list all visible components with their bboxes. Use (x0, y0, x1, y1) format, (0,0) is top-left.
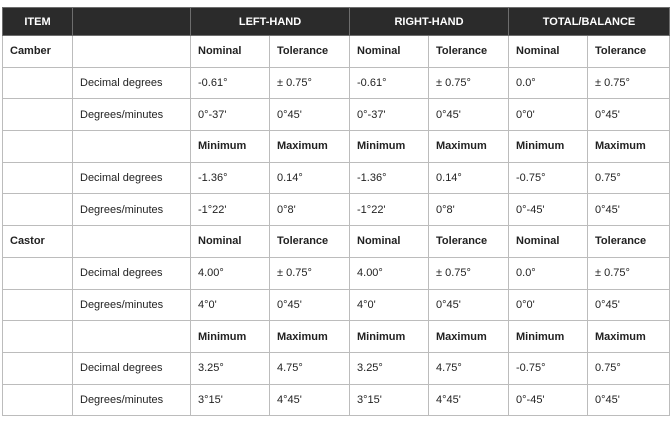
value-cell: 0°45' (588, 99, 670, 131)
value-cell: 3°15' (191, 384, 270, 416)
camber-range-dm-row (3, 194, 670, 226)
column-heading: Tolerance (270, 226, 350, 258)
row-label: Degrees/minutes (73, 384, 191, 416)
blank-cell (3, 194, 73, 226)
camber-range-header-row (3, 131, 670, 163)
row-label: Decimal degrees (73, 67, 191, 99)
value-cell: ± 0.75° (270, 67, 350, 99)
value-cell: 4°45' (429, 384, 509, 416)
row-label: Degrees/minutes (73, 289, 191, 321)
castor-range-header-row (3, 321, 670, 353)
header-left-hand: LEFT-HAND (191, 8, 350, 36)
value-cell: ± 0.75° (588, 67, 670, 99)
header-blank (73, 8, 191, 36)
blank-cell (3, 99, 73, 131)
column-heading: Nominal (350, 36, 429, 68)
value-cell: 0.75° (588, 162, 670, 194)
value-cell: 0°45' (588, 384, 670, 416)
castor-nominal-decimal-row (3, 257, 670, 289)
value-cell: -0.61° (350, 67, 429, 99)
value-cell: 0°-37' (191, 99, 270, 131)
blank-cell (73, 36, 191, 68)
value-cell: 0°45' (270, 289, 350, 321)
column-heading: Nominal (509, 226, 588, 258)
castor-nominal-header-row (3, 226, 670, 258)
value-cell: 0°-45' (509, 194, 588, 226)
blank-cell (73, 226, 191, 258)
row-label: Degrees/minutes (73, 194, 191, 226)
value-cell: 0°-37' (350, 99, 429, 131)
column-heading: Tolerance (588, 226, 670, 258)
value-cell: 0°0' (509, 99, 588, 131)
value-cell: ± 0.75° (270, 257, 350, 289)
column-heading: Maximum (429, 131, 509, 163)
value-cell: 4.00° (350, 257, 429, 289)
value-cell: 4°45' (270, 384, 350, 416)
value-cell: -0.75° (509, 162, 588, 194)
column-heading: Maximum (588, 321, 670, 353)
value-cell: ± 0.75° (429, 257, 509, 289)
column-heading: Tolerance (588, 36, 670, 68)
column-heading: Maximum (270, 321, 350, 353)
value-cell: 0.0° (509, 67, 588, 99)
column-heading: Tolerance (429, 36, 509, 68)
value-cell: -0.61° (191, 67, 270, 99)
column-heading: Minimum (509, 131, 588, 163)
column-heading: Maximum (588, 131, 670, 163)
value-cell: 0°45' (588, 194, 670, 226)
value-cell: 0°8' (429, 194, 509, 226)
value-cell: 0°8' (270, 194, 350, 226)
column-heading: Maximum (429, 321, 509, 353)
column-heading: Nominal (350, 226, 429, 258)
value-cell: 0.14° (429, 162, 509, 194)
castor-range-dm-row (3, 384, 670, 416)
value-cell: -1°22' (191, 194, 270, 226)
value-cell: 3.25° (191, 352, 270, 384)
castor-nominal-dm-row (3, 289, 670, 321)
camber-nominal-decimal-row (3, 67, 670, 99)
castor-range-decimal-row (3, 352, 670, 384)
row-label: Degrees/minutes (73, 99, 191, 131)
camber-label: Camber (3, 36, 73, 68)
value-cell: ± 0.75° (429, 67, 509, 99)
row-label: Decimal degrees (73, 352, 191, 384)
header-row (3, 8, 670, 36)
column-heading: Minimum (509, 321, 588, 353)
camber-nominal-header-row (3, 36, 670, 68)
alignment-spec-table (2, 7, 670, 416)
value-cell: 4.00° (191, 257, 270, 289)
value-cell: 4°0' (350, 289, 429, 321)
column-heading: Minimum (191, 321, 270, 353)
blank-cell (73, 131, 191, 163)
value-cell: -1°22' (350, 194, 429, 226)
header-item: ITEM (3, 8, 73, 36)
blank-cell (3, 67, 73, 99)
value-cell: 0°45' (429, 289, 509, 321)
column-heading: Nominal (509, 36, 588, 68)
blank-cell (3, 131, 73, 163)
value-cell: 0°45' (429, 99, 509, 131)
value-cell: -0.75° (509, 352, 588, 384)
camber-range-decimal-row (3, 162, 670, 194)
value-cell: 4.75° (429, 352, 509, 384)
column-heading: Minimum (350, 131, 429, 163)
value-cell: 0°45' (588, 289, 670, 321)
blank-cell (3, 289, 73, 321)
blank-cell (3, 257, 73, 289)
value-cell: ± 0.75° (588, 257, 670, 289)
column-heading: Nominal (191, 226, 270, 258)
value-cell: 4°0' (191, 289, 270, 321)
value-cell: 0.14° (270, 162, 350, 194)
column-heading: Minimum (350, 321, 429, 353)
row-label: Decimal degrees (73, 257, 191, 289)
header-total-balance: TOTAL/BALANCE (509, 8, 670, 36)
value-cell: -1.36° (350, 162, 429, 194)
blank-cell (73, 321, 191, 353)
value-cell: 0°-45' (509, 384, 588, 416)
column-heading: Minimum (191, 131, 270, 163)
blank-cell (3, 384, 73, 416)
column-heading: Tolerance (429, 226, 509, 258)
column-heading: Maximum (270, 131, 350, 163)
value-cell: 0°45' (270, 99, 350, 131)
value-cell: -1.36° (191, 162, 270, 194)
value-cell: 0.75° (588, 352, 670, 384)
row-label: Decimal degrees (73, 162, 191, 194)
value-cell: 4.75° (270, 352, 350, 384)
value-cell: 0°0' (509, 289, 588, 321)
blank-cell (3, 352, 73, 384)
blank-cell (3, 162, 73, 194)
camber-nominal-dm-row (3, 99, 670, 131)
blank-cell (3, 321, 73, 353)
value-cell: 0.0° (509, 257, 588, 289)
column-heading: Nominal (191, 36, 270, 68)
value-cell: 3.25° (350, 352, 429, 384)
column-heading: Tolerance (270, 36, 350, 68)
header-right-hand: RIGHT-HAND (350, 8, 509, 36)
castor-label: Castor (3, 226, 73, 258)
value-cell: 3°15' (350, 384, 429, 416)
